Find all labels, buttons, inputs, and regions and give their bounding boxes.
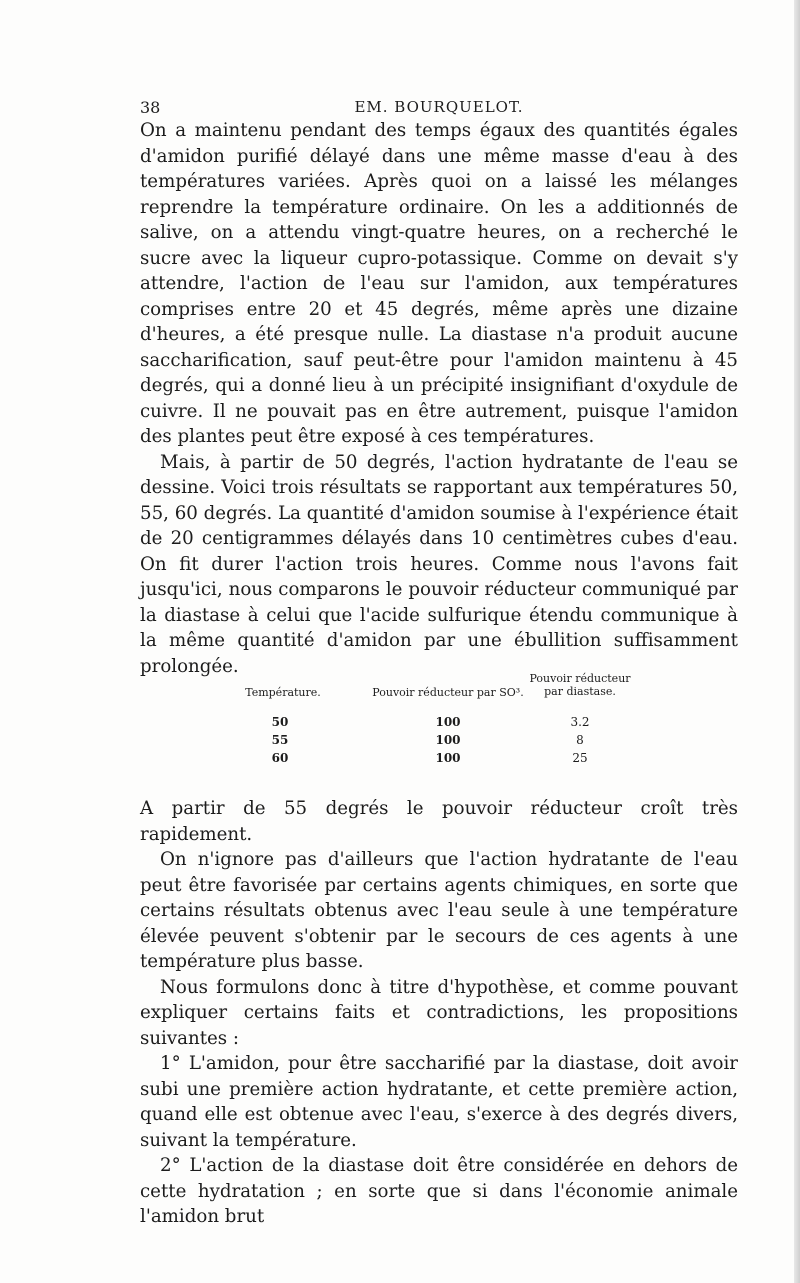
- table-cell: 100: [435, 733, 461, 747]
- running-title: EM. BOURQUELOT.: [354, 98, 524, 116]
- table-cell: 3.2: [570, 715, 590, 729]
- page-edge: [794, 0, 800, 1283]
- table-cell: 8: [576, 733, 584, 747]
- paragraph: On n'ignore pas d'ailleurs que l'action hydratante de l'eau peut être favorisée par certains agents chimiques, en sorte que certains résultats obtenus avec l'eau seule à une température élevée peuvent s'obtenir par le secours de ces agents à une température plus basse.: [140, 849, 738, 972]
- paragraph: Nous formulons donc à titre d'hypothèse, et comme pouvant expliquer certains faits et contradictions, les propositions suivantes :: [140, 976, 738, 1049]
- table-cell: 100: [435, 751, 461, 765]
- text-block-after-table: [140, 796, 738, 1230]
- page-number: 38: [140, 98, 161, 117]
- paragraph: 1° L'amidon, pour être saccharifié par la diastase, doit avoir subi une première action hydratante, et cette première action, quand elle est obtenue avec l'eau, s'exerce à des degrés divers, suivant la température.: [140, 1053, 738, 1151]
- table-cell: 60: [271, 751, 289, 765]
- text-block-before-table: [140, 118, 738, 679]
- table-cell: 100: [435, 715, 461, 729]
- table-cell: 25: [572, 751, 588, 765]
- table-header-acid-reducing-power: Pouvoir réducteur par SO³.: [372, 686, 524, 699]
- results-table: [140, 672, 738, 772]
- table-header-diastase-reducing-power: Pouvoir réducteur par diastase.: [529, 672, 631, 698]
- paragraph: 2° L'action de la diastase doit être considérée en dehors de cette hydratation ; en sorte que si dans l'économie animale l'amidon brut: [140, 1155, 738, 1227]
- paragraph: A partir de 55 degrés le pouvoir réducteur croît très rapidement.: [140, 798, 738, 845]
- table-cell: 50: [271, 715, 289, 729]
- table-cell: 55: [271, 733, 289, 747]
- paragraph: Mais, à partir de 50 degrés, l'action hydratante de l'eau se dessine. Voici trois résultats se rapportant aux températures 50, 55, 60 degrés. La quantité d'amidon soumise à l'expérience était de 20 centigrammes délayés dans 10 centimètres cubes d'eau. On fit durer l'action trois heures. Comme nous l'avons fait jusqu'ici, nous comparons le pouvoir réducteur communiqué par la diastase à celui que l'acide sulfurique étendu communique à la même quantité d'amidon par une ébullition suffisamment prolongée.: [140, 451, 738, 677]
- paragraph: On a maintenu pendant des temps égaux des quantités égales d'amidon purifié délayé dans une même masse d'eau à des températures variées. Après quoi on a laissé les mélanges reprendre la température ordinaire. On les a additionnés de salive, on a attendu vingt-quatre heures, on a recherché le sucre avec la liqueur cupro-potassique. Comme on devait s'y attendre, l'action de l'eau sur l'amidon, aux températures comprises entre 20 et 45 degrés, même après une dizaine d'heures, a été presque nulle. La diastase n'a produit aucune saccharification, sauf peut-être pour l'amidon maintenu à 45 degrés, qui a donné lieu à un précipité insignifiant d'oxydule de cuivre. Il ne pouvait pas en être autrement, puisque l'amidon des plantes peut être exposé à ces températures.: [140, 120, 738, 447]
- table-header-temperature: Température.: [245, 686, 321, 699]
